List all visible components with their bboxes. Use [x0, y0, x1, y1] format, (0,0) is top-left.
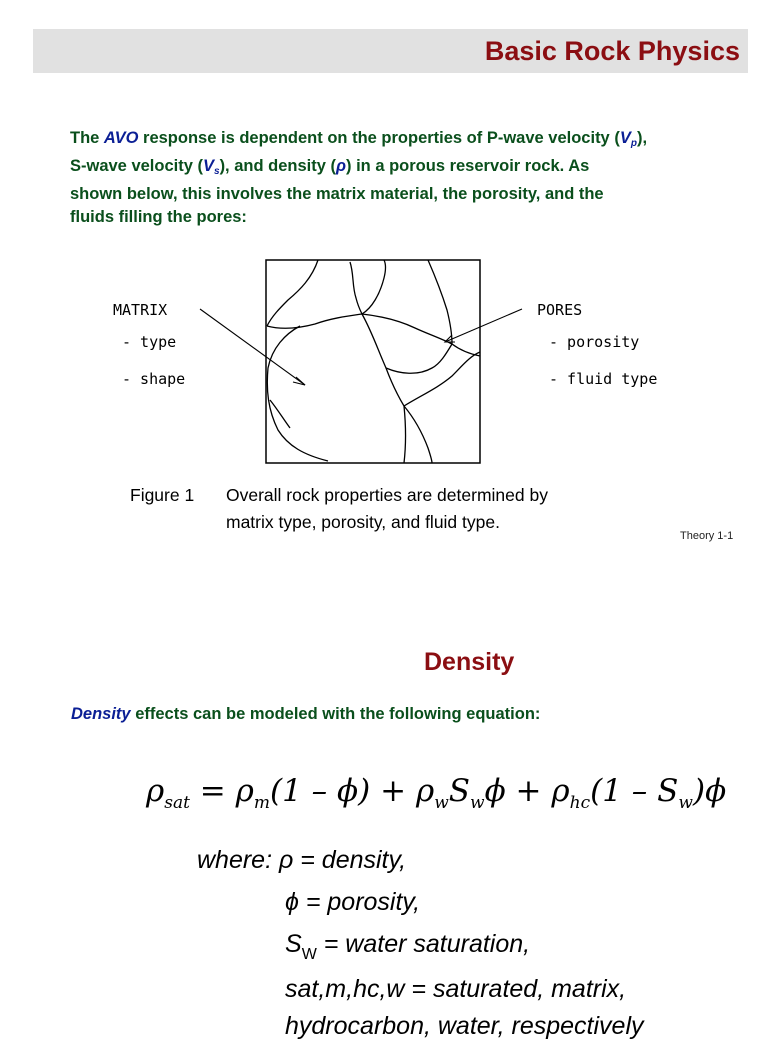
rock-figure [0, 250, 768, 475]
figure-arrows [200, 309, 522, 385]
intro-line-3: shown below, this involves the matrix material, the porosity, and the [70, 185, 604, 203]
intro-text: ), [636, 129, 648, 147]
intro-text: ) in a porous reservoir rock. As [346, 157, 590, 175]
definition-subscripts: sat,m,hc,w = saturated, matrix, [285, 975, 627, 1003]
pores-item-fluid-type: - fluid type [549, 370, 658, 388]
intro-line-4: fluids filling the pores: [70, 208, 247, 226]
pores-label: PORES [537, 301, 583, 319]
caption-line-2: matrix type, porosity, and fluid type. [226, 512, 500, 532]
intro-line-2 [70, 155, 760, 183]
title-bar [33, 29, 748, 73]
matrix-item-type: - type [122, 333, 177, 351]
intro-line-1 [70, 127, 760, 155]
intro-text: The [70, 129, 104, 147]
intro-paragraph [70, 127, 760, 229]
vs-symbol: Vs [202, 157, 220, 177]
caption-text: Overall rock properties are determined by [226, 485, 548, 505]
grain-boundaries [267, 260, 480, 463]
definition-subscripts-cont: hydrocarbon, water, respectively [285, 1012, 644, 1040]
matrix-arrow-line [200, 309, 305, 385]
caption-number: Figure 1 [130, 485, 195, 505]
matrix-item-shape: - shape [122, 370, 186, 388]
density-intro [71, 705, 540, 724]
page-title: Basic Rock Physics [484, 36, 740, 66]
figure-caption [130, 482, 548, 536]
intro-text: response is dependent on the properties of P-wave velocity ( [138, 129, 620, 147]
intro-text: ), and density ( [219, 157, 336, 175]
matrix-label: MATRIX [113, 301, 168, 319]
density-term: Density [71, 705, 131, 723]
caption-line-1 [130, 482, 548, 509]
density-equation: $\rho_{sat} = \rho_m(1 - \phi) + \rho_wS_w\phi + \rho_{hc}(1 - S_w)\phi$ [146, 773, 727, 813]
rho-symbol: ρ [336, 157, 346, 175]
definition-water-saturation: $S_W$ = water saturation, [285, 930, 531, 963]
vp-symbol: Vp [619, 129, 637, 149]
definition-density: where: ρ = density, [197, 846, 407, 874]
pores-item-porosity: - porosity [549, 333, 640, 351]
avo-term: AVO [103, 129, 139, 147]
density-intro-text: effects can be modeled with the following equation: [130, 705, 541, 723]
section-title-density: Density [424, 648, 515, 676]
intro-text: S-wave velocity ( [70, 157, 203, 175]
page-reference: Theory 1-1 [680, 530, 734, 542]
definition-porosity: ϕ = porosity, [285, 888, 421, 916]
pores-arrow-line [445, 309, 522, 342]
